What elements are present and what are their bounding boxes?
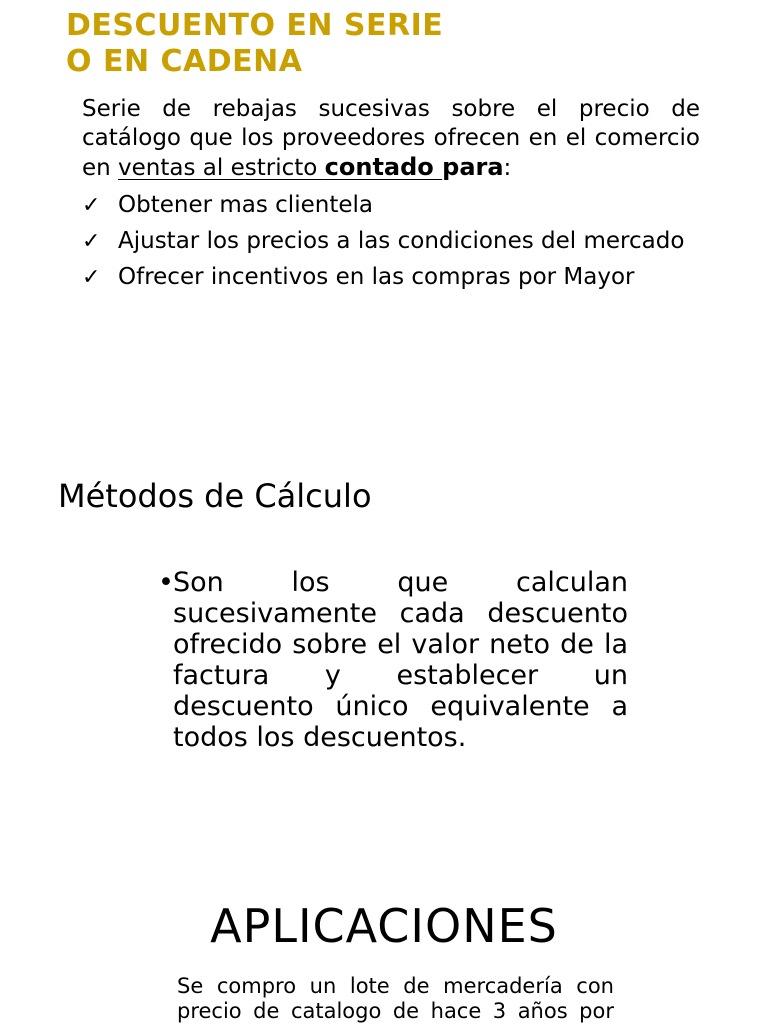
intro-colon: :	[503, 155, 512, 181]
methods-heading: Métodos de Cálculo	[58, 477, 372, 515]
bullet-icon: •	[158, 567, 174, 598]
intro-bold-underlined-text: contado	[324, 153, 443, 181]
applications-heading: APLICACIONES	[210, 899, 558, 953]
intro-paragraph	[82, 95, 700, 183]
methods-bullet	[158, 567, 628, 753]
checklist-item-text: Obtener mas clientela	[118, 192, 373, 218]
intro-bold-text: para	[442, 153, 504, 181]
checklist-item	[82, 228, 700, 255]
checkmark-icon: ✓	[82, 229, 101, 254]
checklist-item	[82, 264, 700, 291]
checklist-item-text: Ofrecer incentivos en las compras por Mayor	[118, 264, 635, 290]
intro-underlined-phrase: ventas al estricto	[118, 155, 325, 181]
intro-text: Serie de rebajas sucesivas sobre el precio de catálogo que los proveedores ofrecen en el comercio en	[82, 96, 700, 181]
problem-statement: Se compro un lote de mercadería con precio de catalogo de hace 3 años por	[177, 974, 614, 1023]
benefits-checklist	[82, 192, 700, 300]
intro-underlined-text	[118, 155, 442, 181]
checkmark-icon: ✓	[82, 193, 101, 218]
slide-title-line-1: DESCUENTO EN SERIE	[66, 8, 444, 43]
methods-description: Son los que calculan sucesivamente cada descuento ofrecido sobre el valor neto de la factura y establecer un descuento único equivalente a todos los descuentos.	[173, 567, 628, 753]
slide-title	[66, 8, 443, 80]
slide-title-line-2: O EN CADENA	[66, 44, 303, 79]
checklist-item-text: Ajustar los precios a las condiciones del mercado	[118, 228, 685, 254]
checklist-item	[82, 192, 700, 219]
checkmark-icon: ✓	[82, 265, 101, 290]
